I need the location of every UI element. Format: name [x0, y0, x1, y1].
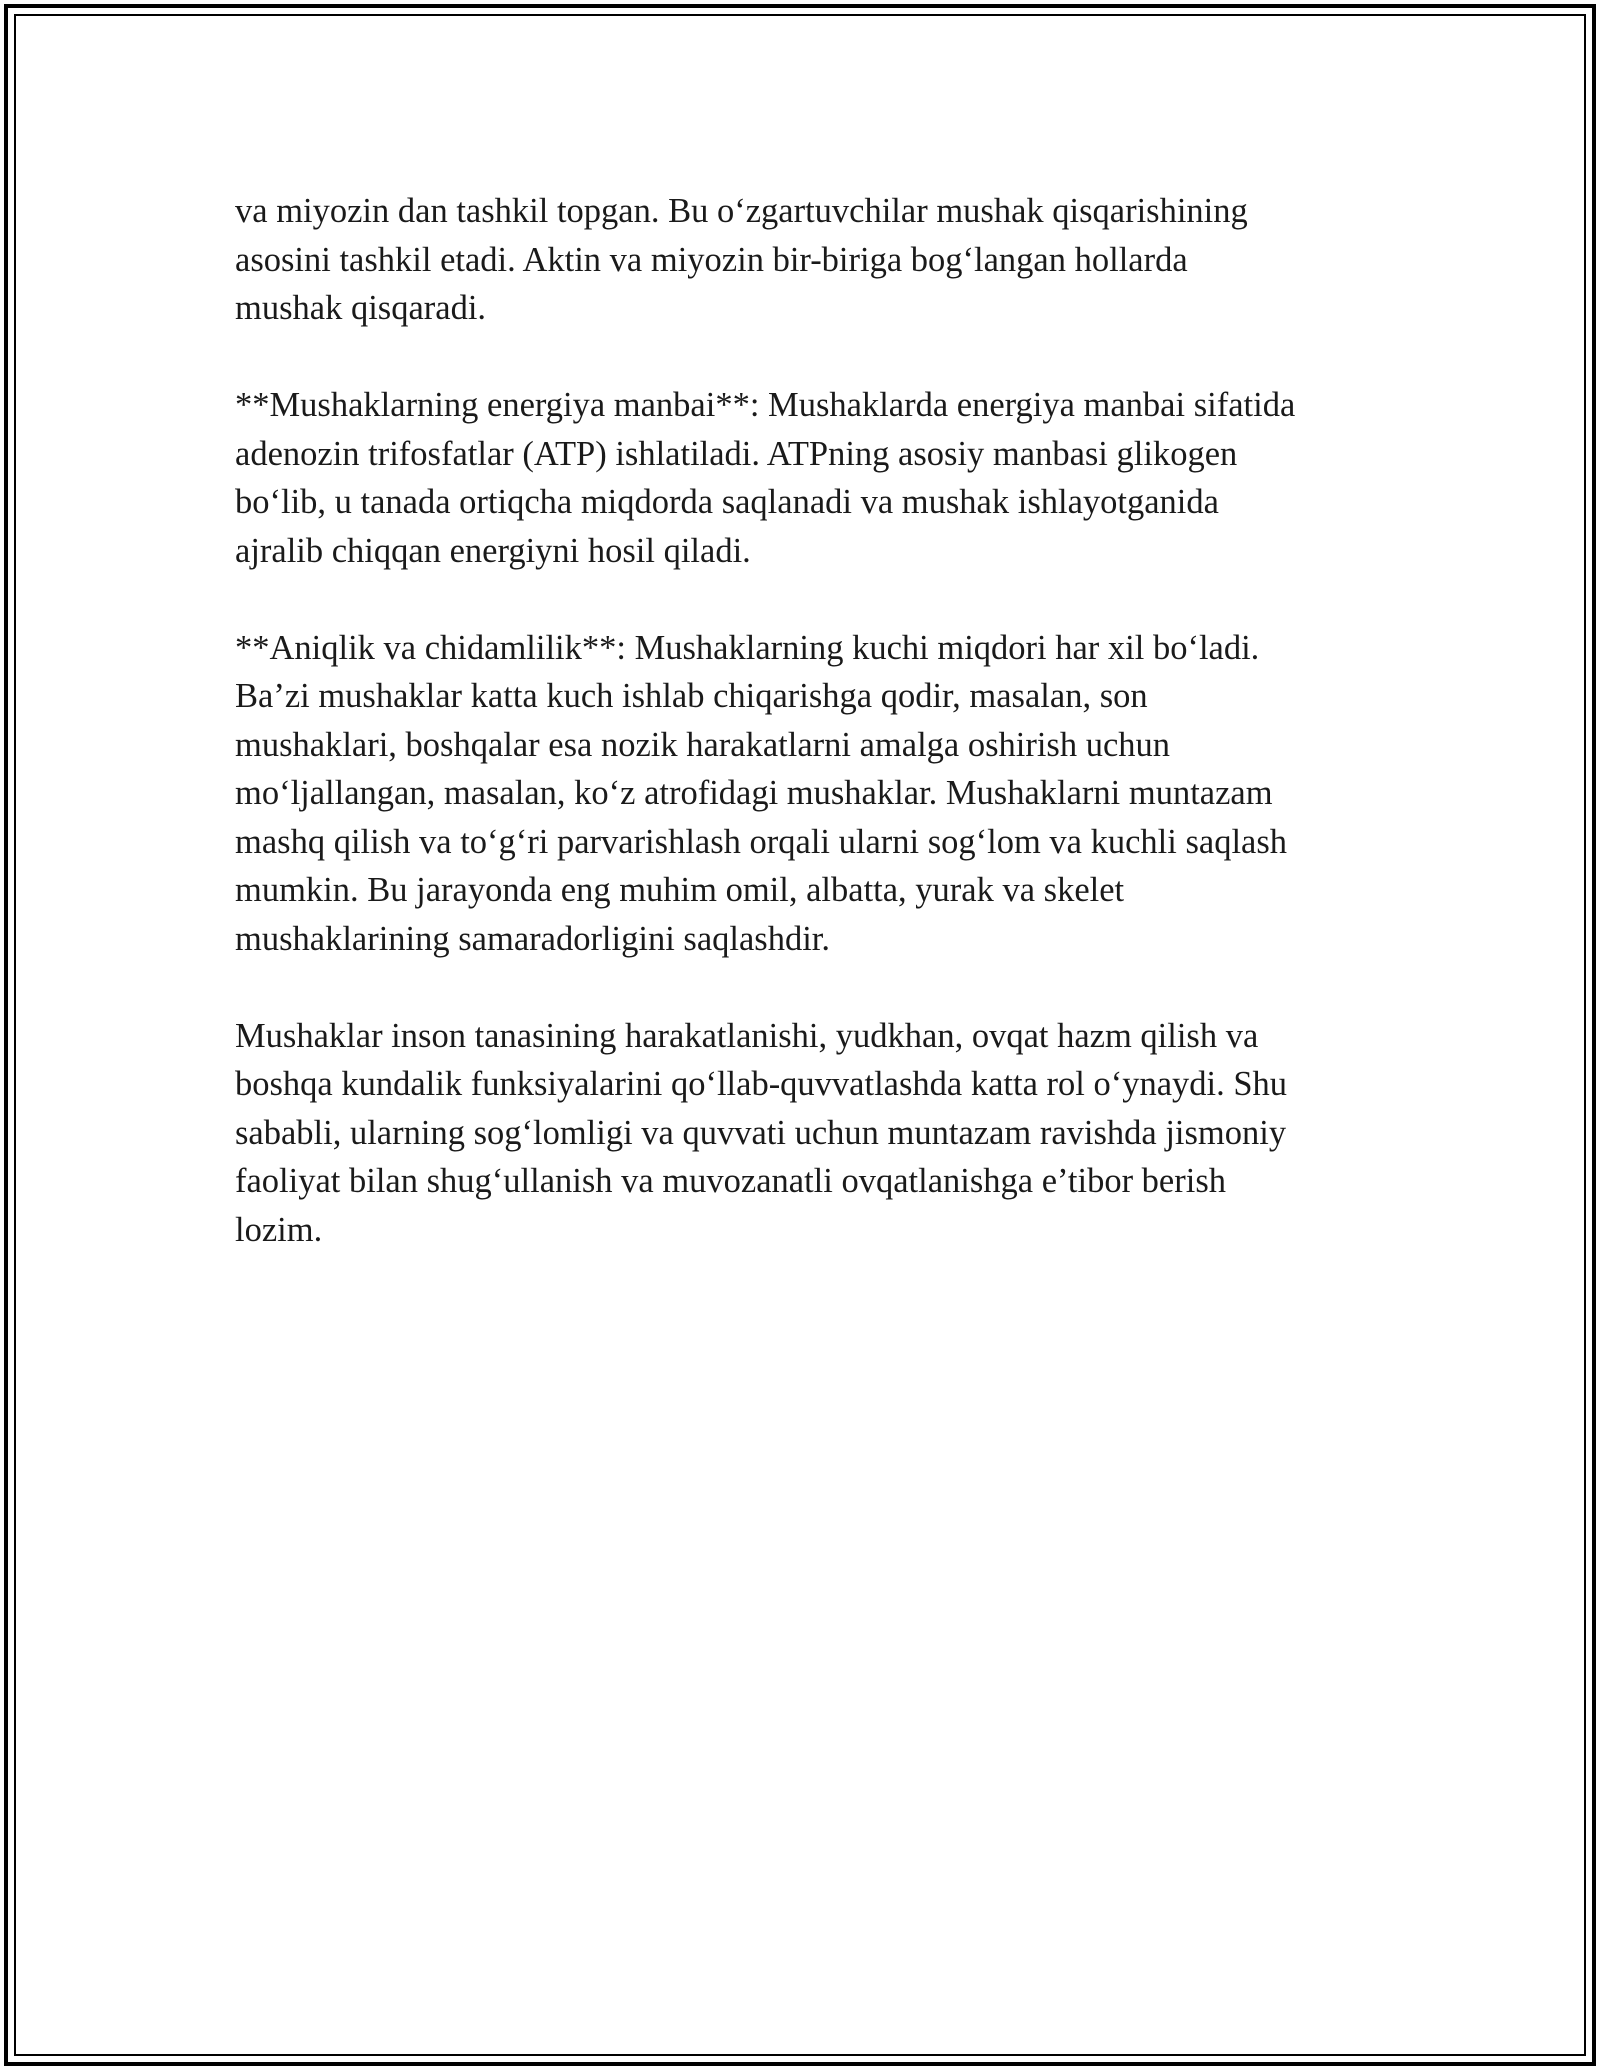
paragraph-line: **Aniqlik va chidamlilik**: Mushaklarning kuchi miqdori har xil bo‘ladi.	[235, 628, 1260, 667]
paragraph-line: mushaklari, boshqalar esa nozik harakatlarni amalga oshirish uchun	[235, 725, 1171, 764]
paragraph-line: faoliyat bilan shug‘ullanish va muvozanatli ovqatlanishga e’tibor berish	[235, 1162, 1226, 1200]
paragraph-line: **Mushaklarning energiya manbai**: Mushaklarda energiya manbai sifatida	[235, 386, 1296, 424]
paragraph-line: mashq qilish va to‘g‘ri parvarishlash orqali ularni sog‘lom va kuchli saqlash	[235, 822, 1288, 861]
paragraph-line: boshqa kundalik funksiyalarini qo‘llab-quvvatlashda katta rol o‘ynaydi. Shu	[235, 1065, 1288, 1103]
paragraph-line: Ba’zi mushaklar katta kuch ishlab chiqarishga qodir, masalan, son	[235, 677, 1148, 715]
paragraph-line: mushaklarining samaradorligini saqlashdir.	[235, 919, 831, 958]
document-body	[235, 187, 1370, 1303]
paragraph-line: bo‘lib, u tanada ortiqcha miqdorda saqlanadi va mushak ishlayotganida	[235, 483, 1219, 521]
paragraph-line: Mushaklar inson tanasining harakatlanishi, yudkhan, ovqat hazm qilish va	[235, 1016, 1259, 1055]
paragraph-4	[235, 1012, 1370, 1255]
paragraph-2	[235, 381, 1370, 575]
paragraph-line: ajralib chiqqan energiyni hosil qiladi.	[235, 531, 751, 570]
paragraph-line: mumkin. Bu jarayonda eng muhim omil, albatta, yurak va skelet	[235, 871, 1125, 909]
paragraph-3	[235, 624, 1370, 964]
paragraph-line: mo‘ljallangan, masalan, ko‘z atrofidagi mushaklar. Mushaklarni muntazam	[235, 774, 1273, 812]
paragraph-line: va miyozin dan tashkil topgan. Bu o‘zgartuvchilar mushak qisqarishining	[235, 192, 1248, 230]
paragraph-1	[235, 187, 1370, 333]
paragraph-line: adenozin trifosfatlar (ATP) ishlatiladi. ATPning asosiy manbasi glikogen	[235, 434, 1238, 473]
paragraph-line: sababli, ularning sog‘lomligi va quvvati uchun muntazam ravishda jismoniy	[235, 1113, 1287, 1152]
paragraph-line: asosini tashkil etadi. Aktin va miyozin bir-biriga bog‘langan hollarda	[235, 240, 1188, 279]
paragraph-line: mushak qisqaradi.	[235, 289, 487, 327]
paragraph-line: lozim.	[235, 1210, 323, 1249]
